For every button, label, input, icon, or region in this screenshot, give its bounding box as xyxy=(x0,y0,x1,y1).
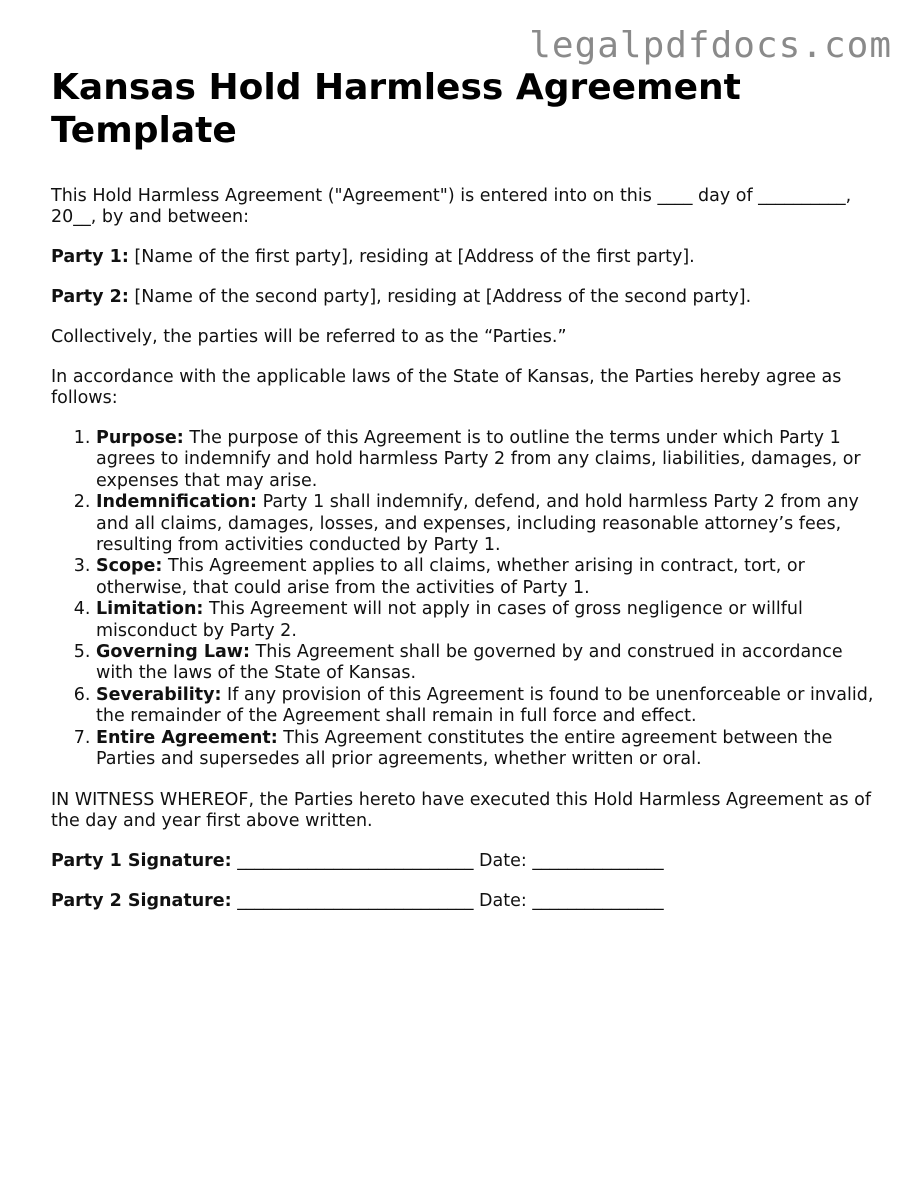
intro-paragraph: This Hold Harmless Agreement ("Agreement") is entered into on this ____ day of __________, 20__, by and between: xyxy=(51,186,852,227)
clause-item xyxy=(96,556,881,599)
clause-label: Entire Agreement: xyxy=(96,727,278,748)
clause-label: Indemnification: xyxy=(96,492,258,513)
document-page xyxy=(51,66,881,931)
signature-1-label: Party 1 Signature: xyxy=(51,850,232,871)
clause-item xyxy=(96,685,881,728)
clause-text: This Agreement applies to all claims, whether arising in contract, tort, or otherwise, that could arise from the activities of Party 1. xyxy=(96,556,805,598)
signature-2-line xyxy=(51,891,881,912)
party-2-line xyxy=(51,287,881,308)
clause-item xyxy=(96,728,881,771)
clause-text: Party 1 shall indemnify, defend, and hold harmless Party 2 from any and all claims, damages, losses, and expenses, including reasonable attorney’s fees, resulting from activities conducted by Party 1. xyxy=(96,492,859,556)
clause-text: This Agreement shall be governed by and construed in accordance with the laws of the State of Kansas. xyxy=(96,642,843,684)
clause-label: Purpose: xyxy=(96,428,184,448)
clause-item xyxy=(96,428,881,492)
clause-item xyxy=(96,642,881,685)
signature-2-label: Party 2 Signature: xyxy=(51,890,232,911)
clause-label: Limitation: xyxy=(96,599,204,620)
clause-label: Severability: xyxy=(96,684,222,705)
witness-paragraph: IN WITNESS WHEREOF, the Parties hereto have executed this Hold Harmless Agreement as of the day and year first above written. xyxy=(51,789,872,831)
party-2-label: Party 2: xyxy=(51,287,129,307)
clause-text: This Agreement will not apply in cases of gross negligence or willful misconduct by Party 2. xyxy=(96,599,803,641)
signature-1-line xyxy=(51,851,881,872)
clause-label: Scope: xyxy=(96,556,163,577)
signature-2-blanks: ___________________________ Date: _______________ xyxy=(231,890,664,911)
collective-paragraph: Collectively, the parties will be referred to as the “Parties.” xyxy=(51,327,567,347)
clause-text: This Agreement constitutes the entire agreement between the Parties and supersedes all prior agreements, whether written or oral. xyxy=(96,727,833,770)
party-2-text: [Name of the second party], residing at [Address of the second party]. xyxy=(128,287,752,307)
accordance-paragraph: In accordance with the applicable laws of the State of Kansas, the Parties hereby agree as follows: xyxy=(51,367,842,408)
party-1-text: [Name of the first party], residing at [Address of the first party]. xyxy=(128,247,695,267)
clause-item xyxy=(96,599,881,642)
clause-item xyxy=(96,492,881,556)
watermark: legalpdfdocs.com xyxy=(529,25,892,66)
party-1-label: Party 1: xyxy=(51,247,129,267)
party-1-line xyxy=(51,247,881,268)
clause-text: If any provision of this Agreement is found to be unenforceable or invalid, the remainder of the Agreement shall remain in full force and effect. xyxy=(96,684,874,727)
clause-text: The purpose of this Agreement is to outline the terms under which Party 1 agrees to indemnify and hold harmless Party 2 from any claims, liabilities, damages, or expenses that may arise. xyxy=(96,428,861,491)
signature-1-blanks: ___________________________ Date: _______________ xyxy=(231,850,664,871)
clause-label: Governing Law: xyxy=(96,642,250,663)
document-title: Kansas Hold Harmless Agreement Template xyxy=(51,67,741,151)
clause-list xyxy=(51,428,881,771)
